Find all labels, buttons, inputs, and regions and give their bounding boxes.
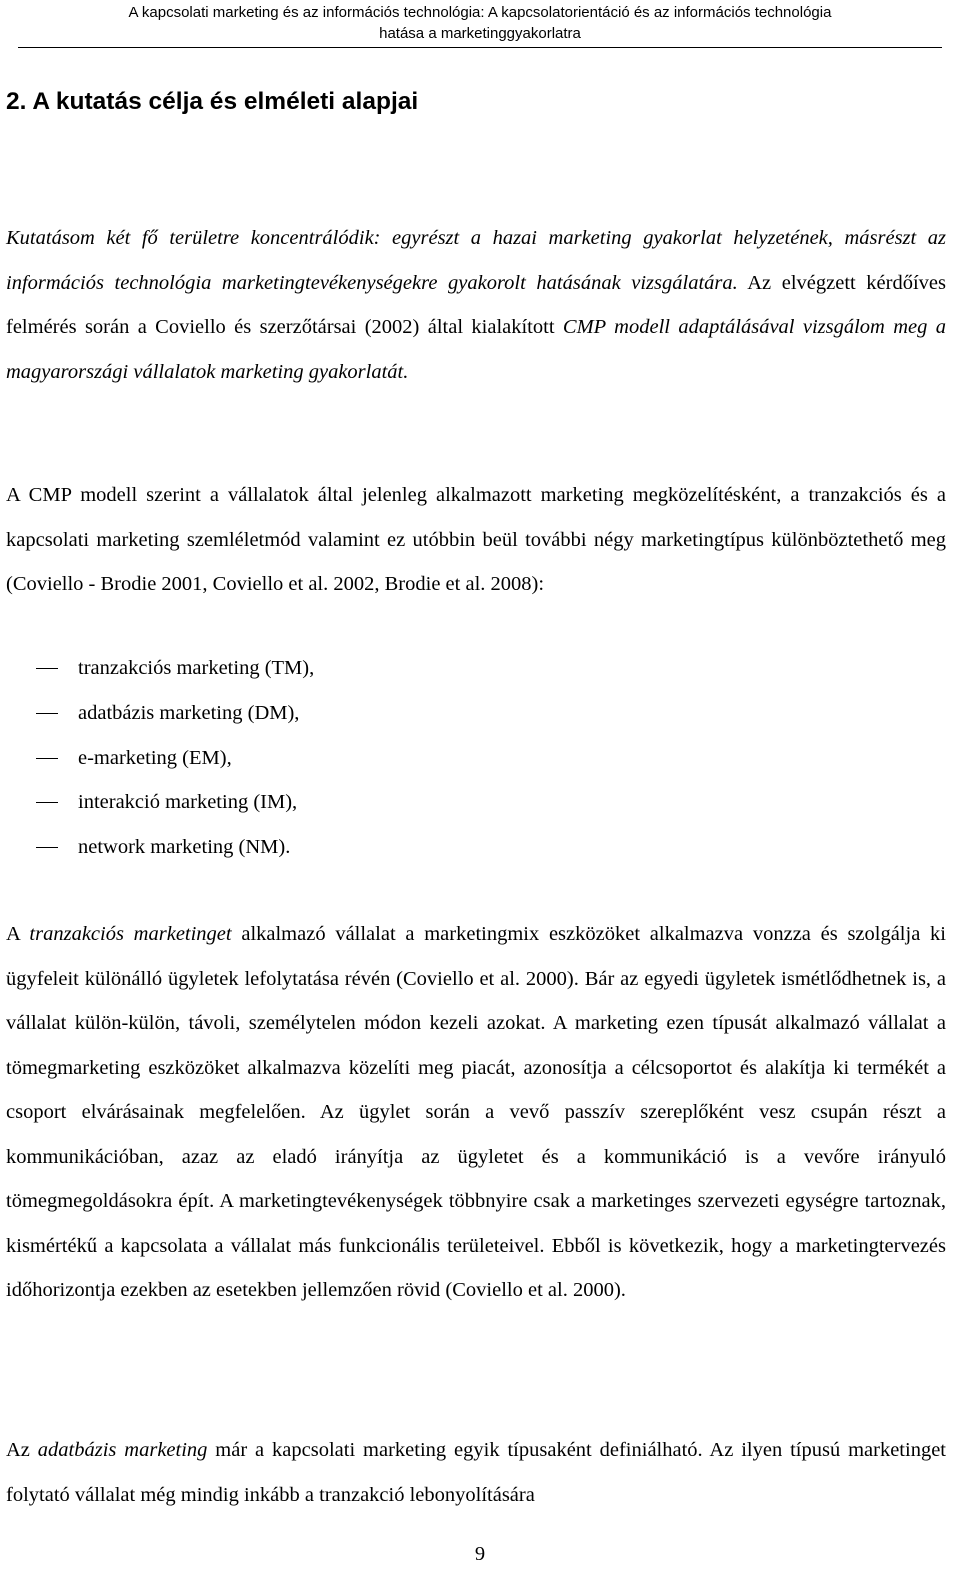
section-heading: 2. A kutatás célja és elméleti alapjai	[6, 88, 419, 115]
list-item: tranzakciós marketing (TM),	[6, 646, 314, 691]
dash-bullet-icon	[36, 847, 58, 848]
paragraph-2: A CMP modell szerint a vállalatok által jelenleg alkalmazott marketing megközelítésként, a tranzakciós és a kapcsolati marketing szemléletmód valamint ez utóbbin beül további négy marketingtípus különböztethető meg (Coviello - Brodie 2001, Coviello et al. 2002, Brodie et al. 2008):	[6, 484, 946, 595]
running-title-line-2: hatása a marketinggyakorlatra	[379, 25, 581, 42]
dash-bullet-icon	[36, 668, 58, 669]
term-adatbazis-marketing: adatbázis marketing	[37, 1439, 208, 1461]
marketing-type-list	[6, 646, 314, 870]
list-item: e-marketing (EM),	[6, 736, 314, 781]
paragraph-1	[6, 216, 946, 394]
running-header	[18, 2, 942, 48]
paragraph-1-italic-intro: Kutatásom két fő területre koncentrálódik: egyrészt a hazai marketing gyakorlat helyzetének, másrészt az információs technológia marketingtevékenységekre gyakorolt hatásának vizsgálatára.	[6, 227, 946, 294]
dash-bullet-icon	[36, 802, 58, 803]
paragraph-3: A tranzakciós marketinget alkalmazó vállalat a marketingmix eszközöket alkalmazva vonzza és szolgálja ki ügyfeleit különálló ügyletek lefolytatása révén (Coviello et al. 2000). Bár az egyedi ügyletek ismétlődhetnek is, a vállalat külön-külön, távoli, személytelen módon kezeli azokat. A marketing ezen típusát alkalmazó vállalat a tömegmarketing eszközöket alkalmazva közelíti meg piacát, azonosítja a célcsoportot és alakítja ki termékét a csoport elvárásainak megfelelően. Az ügylet során a vevő passzív szereplőként vesz csupán részt a kommunikációban, azaz az eladó irányítja az ügyletet és a kommunikáció is a vevőre irányuló tömegmegoldásokra épít. A marketingtevékenységek többnyire csak a marketinges szervezeti egységre tartoznak, kismértékű a kapcsolata a vállalat más funkcionális területeivel. Ebből is következik, hogy a marketingtervezés időhorizontja ezekben az esetekben jellemzően rövid (Coviello et al. 2000).	[6, 923, 946, 1301]
running-title-line-1: A kapcsolati marketing és az információs technológia: A kapcsolatorientáció és az információs technológia	[128, 4, 832, 21]
list-item: adatbázis marketing (DM),	[6, 691, 314, 736]
list-item: network marketing (NM).	[6, 825, 314, 870]
page-number: 9	[474, 1543, 486, 1565]
term-tranzakcios-marketing: tranzakciós marketinget	[29, 923, 232, 945]
paragraph-1-italic-end: CMP modell adaptálásával vizsgálom meg a magyarországi vállalatok marketing gyakorlatát.	[6, 316, 947, 383]
paragraph-1-text: Az elvégzett kérdőíves felmérés során a Coviello és szerzőtársai (2002) által kialakított	[6, 271, 946, 338]
paragraph-4: Az adatbázis marketing már a kapcsolati marketing egyik típusaként definiálható. Az ilyen típusú marketinget folytató vállalat még mindig inkább a tranzakció lebonyolítására	[6, 1439, 946, 1506]
list-item: interakció marketing (IM),	[6, 780, 314, 825]
dash-bullet-icon	[36, 758, 58, 759]
dash-bullet-icon	[36, 713, 58, 714]
